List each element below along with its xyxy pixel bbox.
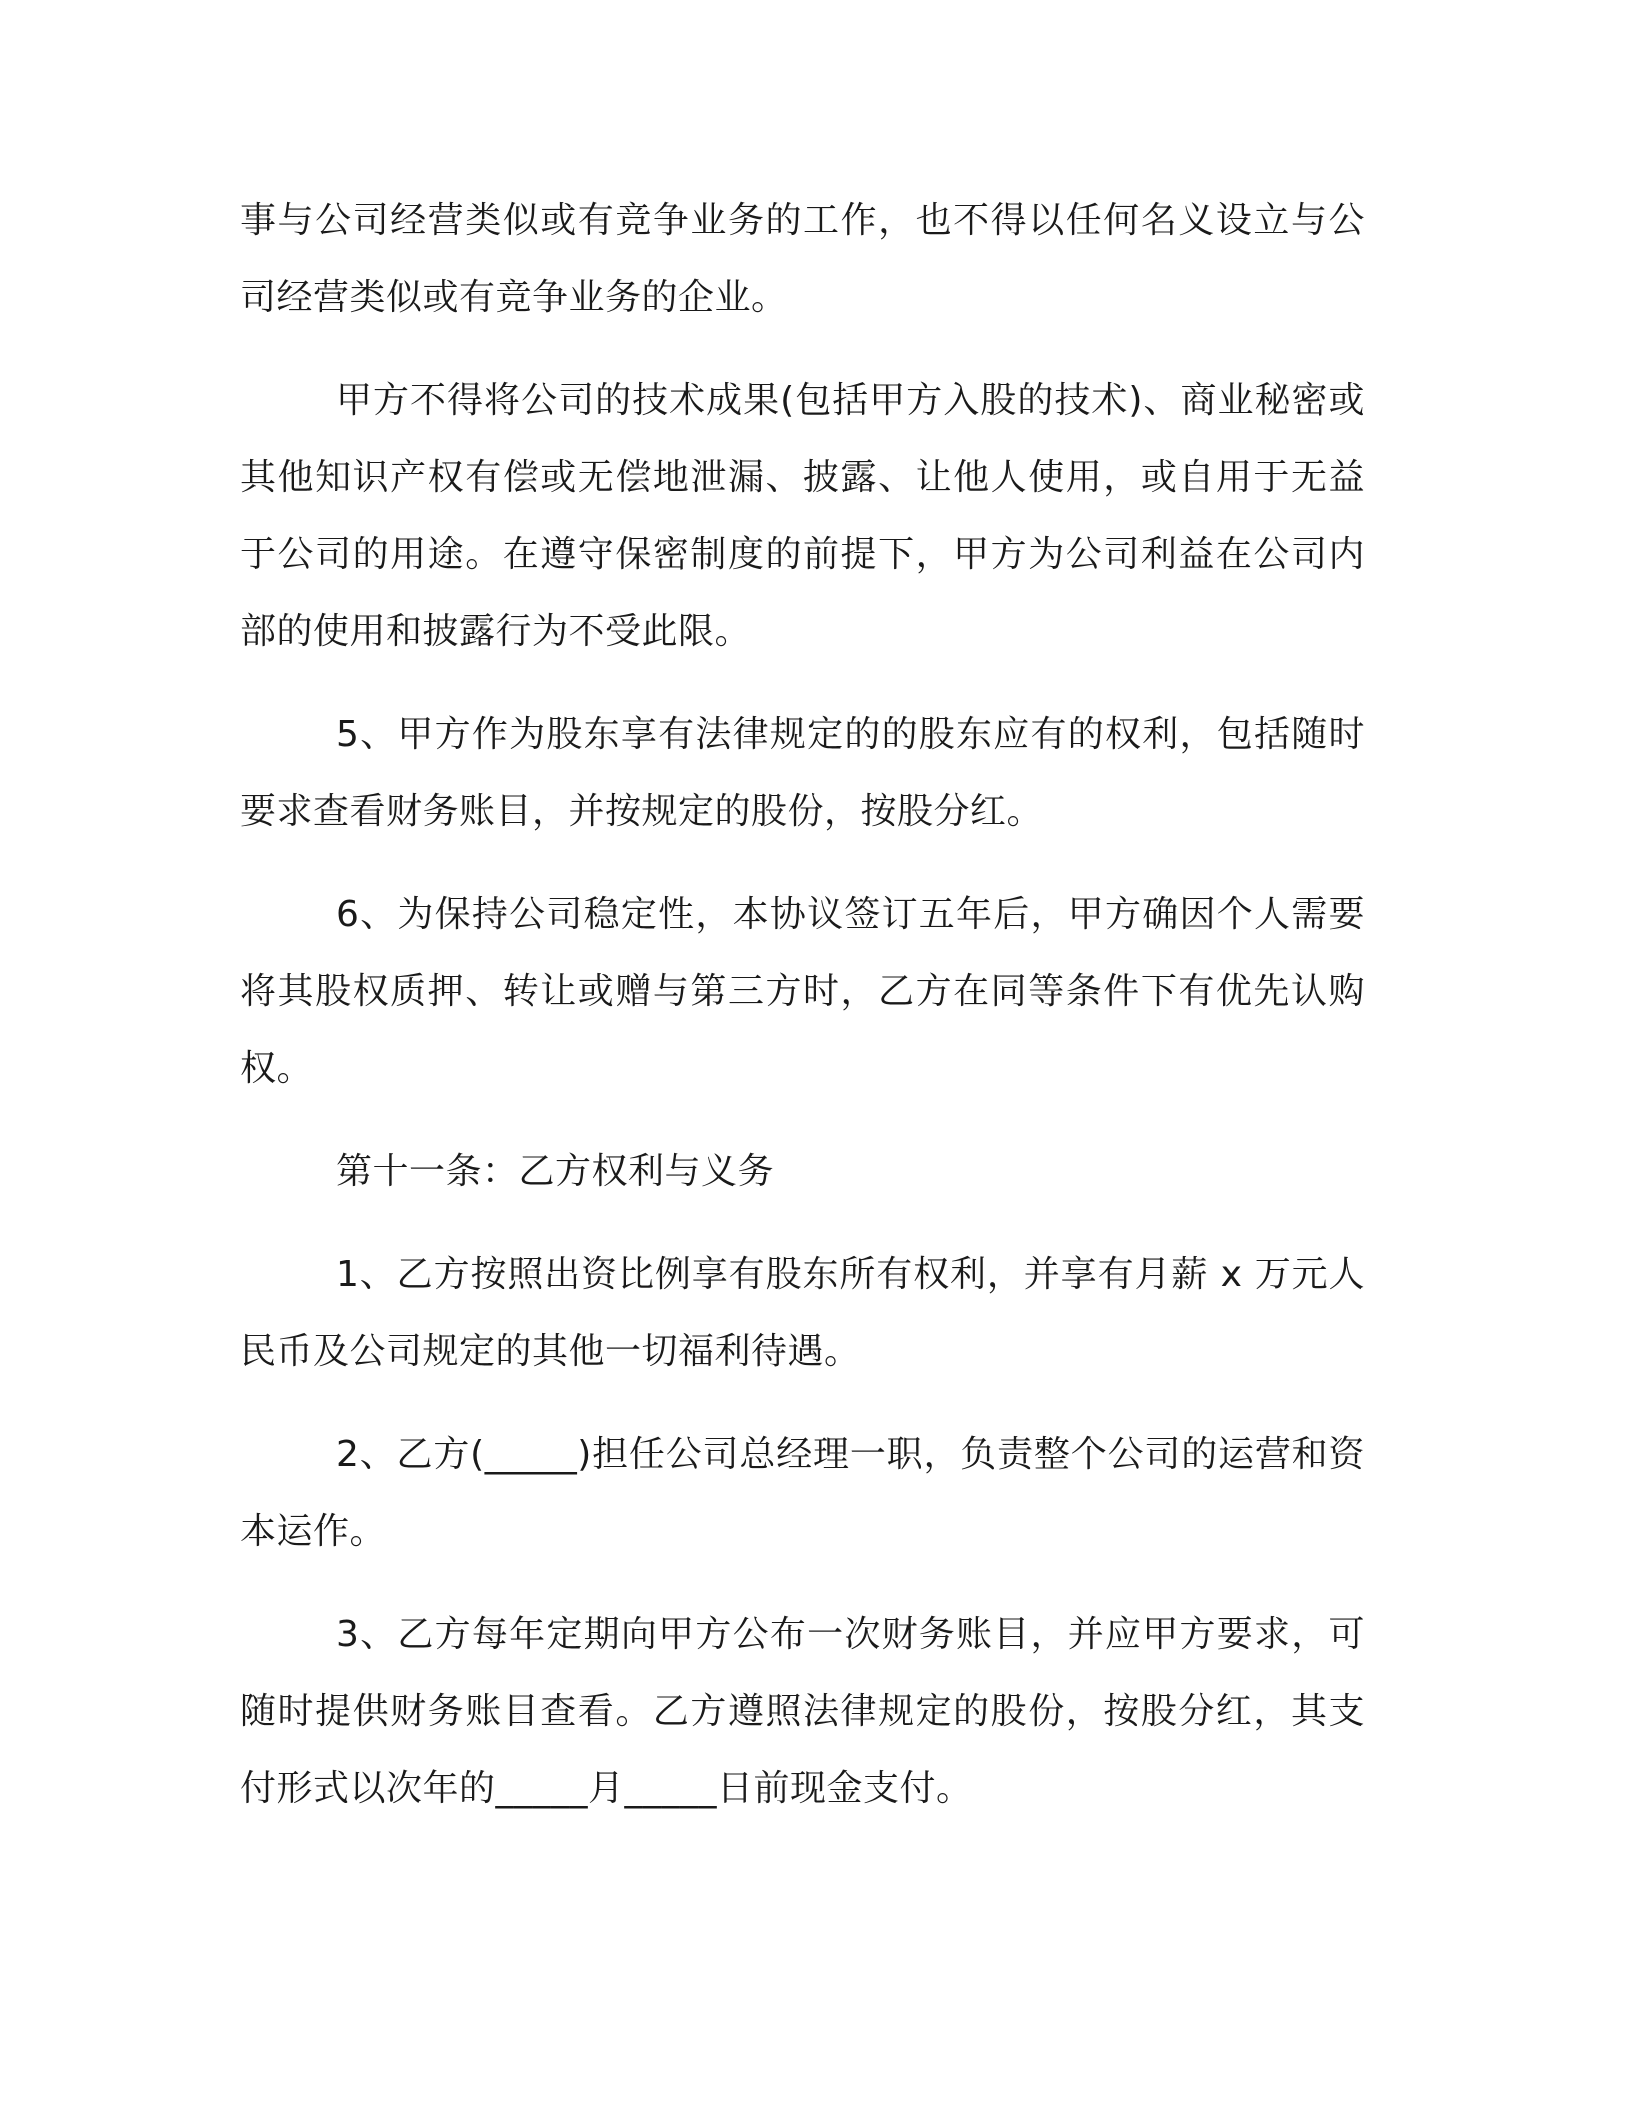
- paragraph-continuation: 事与公司经营类似或有竞争业务的工作，也不得以任何名义设立与公司经营类似或有竞争业务的企业。: [240, 200, 1365, 318]
- paragraph-party-b-item-3: 3、乙方每年定期向甲方公布一次财务账目，并应甲方要求，可随时提供财务账目查看。乙方遵照法律规定的股份，按股分红，其支付形式以次年的_____月_____日前现金支付。: [240, 1614, 1365, 1809]
- section-heading-article-11: 第十一条：乙方权利与义务: [336, 1151, 775, 1192]
- paragraph-party-b-item-1: 1、乙方按照出资比例享有股东所有权利，并享有月薪 x 万元人民币及公司规定的其他一切福利待遇。: [240, 1254, 1365, 1372]
- paragraph-confidentiality: 甲方不得将公司的技术成果(包括甲方入股的技术)、商业秘密或其他知识产权有偿或无偿地泄漏、披露、让他人使用，或自用于无益于公司的用途。在遵守保密制度的前提下，甲方为公司利益在公司内部的使用和披露行为不受此限。: [240, 380, 1365, 652]
- document-page: [240, 182, 1365, 1853]
- paragraph-item-5: 5、甲方作为股东享有法律规定的的股东应有的权利，包括随时要求查看财务账目，并按规定的股份，按股分红。: [240, 714, 1365, 832]
- paragraph-item-6: 6、为保持公司稳定性，本协议签订五年后，甲方确因个人需要将其股权质押、转让或赠与第三方时，乙方在同等条件下有优先认购权。: [240, 894, 1365, 1089]
- paragraph-party-b-item-2: 2、乙方(_____)担任公司总经理一职，负责整个公司的运营和资本运作。: [240, 1434, 1365, 1552]
